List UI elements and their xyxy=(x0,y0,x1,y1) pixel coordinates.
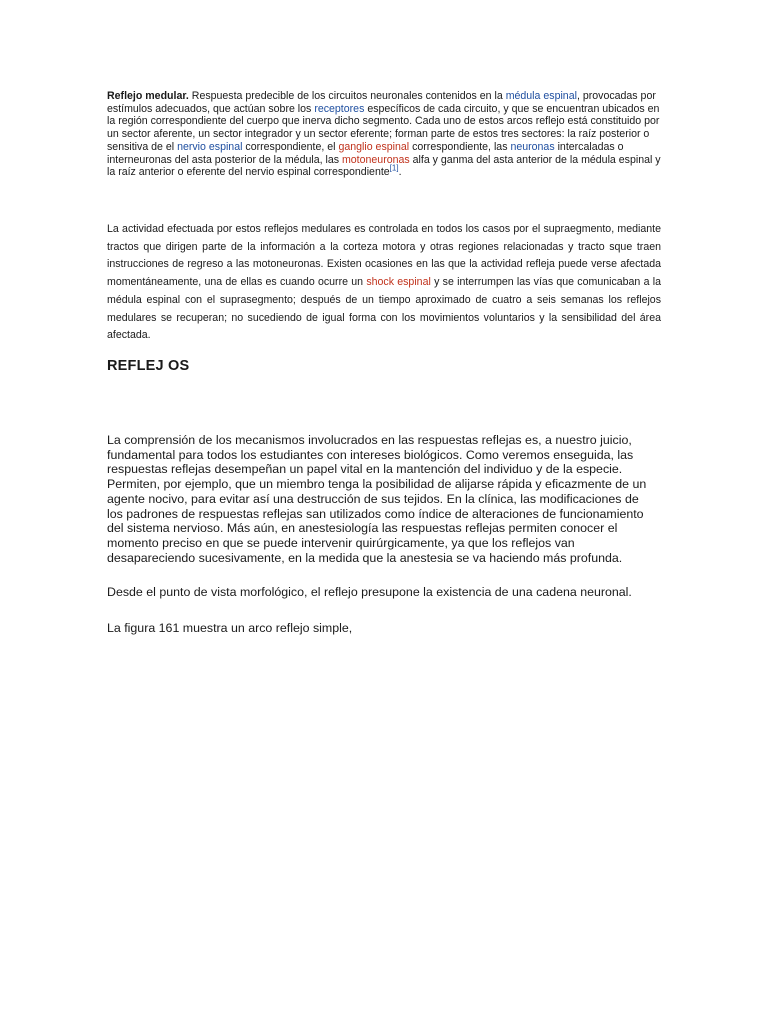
link-neuronas[interactable]: neuronas xyxy=(510,140,555,153)
text-span: alfa y ganma del asta anterior de la médula espinal y la raíz anterior o eferente del nervio espinal correspondiente xyxy=(107,153,661,179)
morfologico-paragraph: Desde el punto de vista morfológico, el reflejo presupone la existencia de una cadena neuronal. xyxy=(107,585,632,599)
text-span: correspondiente, el xyxy=(242,140,339,153)
link-ganglio-espinal[interactable]: ganglio espinal xyxy=(338,140,410,153)
figura-paragraph: La figura 161 muestra un arco reflejo simple, xyxy=(107,621,353,635)
actividad-refleja-paragraph xyxy=(107,221,661,345)
reference-link[interactable]: [1] xyxy=(389,163,399,173)
link-receptores[interactable]: receptores xyxy=(314,102,365,115)
text-span: La actividad efectuada por estos reflejos medulares es controlada en todos los casos por el supraegmento, mediante tractos que dirigen parte de la información a la corteza motora y otras regiones relacionadas y tracto sque traen instrucciones de regreso a las motoneuronas. Existen ocasiones en las que la actividad refleja puede verse afectada momentáneamente, una de ellas es cuando ocurre un xyxy=(107,223,661,289)
link-motoneuronas[interactable]: motoneuronas xyxy=(341,153,410,166)
section-heading: REFLEJ OS xyxy=(107,358,190,374)
link-medula-espinal[interactable]: médula espinal xyxy=(505,90,577,102)
text-span: correspondiente, las xyxy=(409,140,511,153)
text-span: específicos de cada circuito, y que se encuentran ubicados en la región correspondiente del cuerpo que inerva dicho segmento. Cada uno de estos arcos reflejo está constituido por un sector aferente, un sector integrador y un sector eferente; forman parte de estos tres sectores: la raíz posterior o sensitiva de el xyxy=(107,102,660,153)
link-shock-espinal[interactable]: shock espinal xyxy=(366,276,431,289)
text-span: intercaladas o interneuronas del asta posterior de la médula, las xyxy=(107,140,624,166)
text-span: , provocadas por estímulos adecuados, que actúan sobre los xyxy=(107,90,656,115)
text-span: Respuesta predecible de los circuitos neuronales contenidos en la xyxy=(188,90,506,102)
reflejo-medular-paragraph xyxy=(107,90,667,179)
text-span: y se interrumpen las vías que comunicaban a la médula espinal con el suprasegmento; después de un tiempo aproximado de cuatro a seis semanas los reflejos medulares se recuperan; no sucediendo de igual forma con los movimientos voluntarios y la sensibilidad del área afectada. xyxy=(107,276,661,342)
link-nervio-espinal[interactable]: nervio espinal xyxy=(177,140,243,153)
comprension-paragraph: La comprensión de los mecanismos involucrados en las respuestas reflejas es, a nuestro juicio, fundamental para todos los estudiantes con intereses biológicos. Como veremos enseguida, las respuestas reflejas desempeñan un papel vital en la mantención del individuo y de la especie. Permiten, por ejemplo, que un miembro tenga la posibilidad de alijarse rápida y eficazmente de un agente nocivo, para evitar así una destrucción de sus tejidos. En la clínica, las modificaciones de los padrones de respuestas reflejas san utilizados como índice de alteraciones de funcionamiento del sistema nervioso. Más aún, en anestesiología las respuestas reflejas permiten conocer el momento preciso en que se puede intervenir quirúrgicamente, ya que los reflejos van desapareciendo sucesivamente, en la medida que la anestesia se va haciendo más profunda. xyxy=(107,433,647,565)
term-reflejo-medular: Reflejo medular. xyxy=(107,90,189,102)
text-span: . xyxy=(398,166,402,179)
